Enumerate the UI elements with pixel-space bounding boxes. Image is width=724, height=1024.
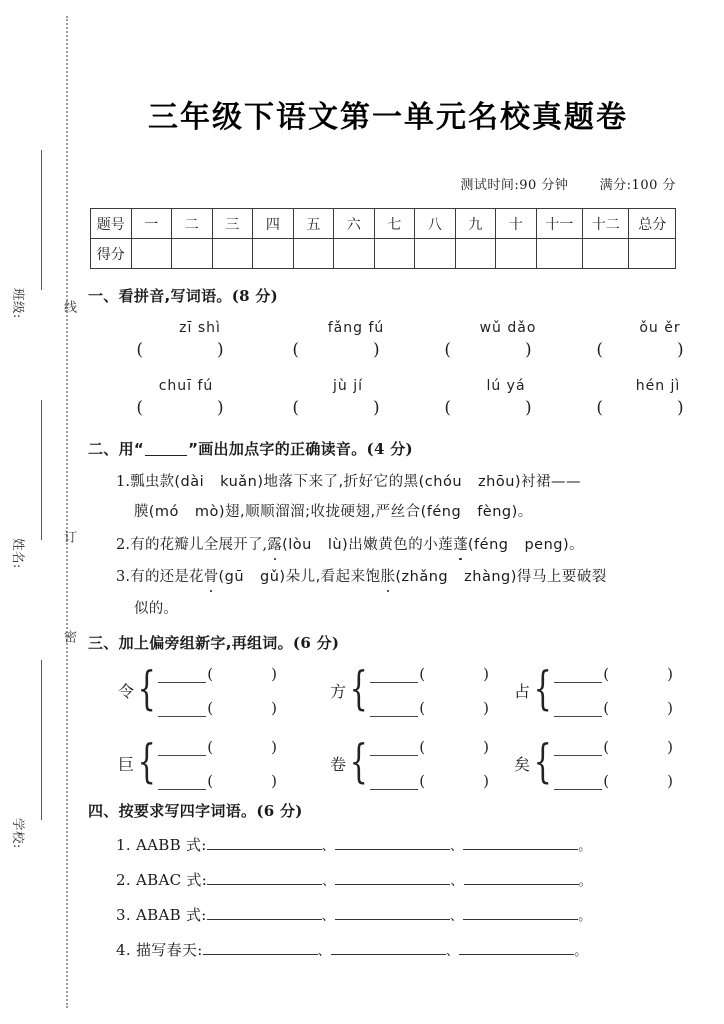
score-col-5: 五 (293, 209, 334, 239)
item-2-py-b: (lòu (282, 537, 312, 553)
name-field-label: 姓名: (11, 538, 26, 569)
score-cell-12[interactable] (583, 239, 629, 269)
brace-3-blank-1[interactable] (554, 668, 602, 683)
school-field-line (41, 660, 42, 820)
four-word-blank-1-2[interactable] (335, 836, 450, 850)
brace-char-1: 令 (118, 681, 135, 701)
seal-char-ding: 订 (61, 530, 76, 544)
answer-blank-1-1[interactable]: ( ) (136, 340, 224, 360)
brace-rows-2 (370, 663, 489, 717)
item-3-num: 3. (116, 569, 131, 585)
four-word-end-3: 。 (578, 909, 592, 924)
section-3-title: 加上偏旁组新字,再组词。 (118, 634, 293, 652)
four-word-sep-3-2: 、 (449, 909, 464, 924)
four-word-row-1 (116, 834, 592, 855)
score-cell-8[interactable] (415, 239, 456, 269)
school-field-label: 学校: (11, 818, 26, 849)
four-word-blank-3-2[interactable] (335, 906, 450, 920)
pinyin-2-4: hén jì (635, 378, 681, 394)
item-1b-text: 膜 (134, 504, 149, 520)
seal-char-mi: 密 (61, 630, 76, 644)
brace-5-blank-1[interactable] (370, 741, 418, 756)
score-cell-7[interactable] (374, 239, 415, 269)
brace-2-word-2[interactable]: ( ) (419, 699, 490, 717)
pinyin-1-1: zī shì (179, 320, 221, 336)
score-col-3: 三 (212, 209, 253, 239)
section-2-title-post: ”画出加点字的正确读音。 (188, 440, 367, 458)
section-1-index: 一、 (88, 287, 119, 305)
score-col-11: 十一 (536, 209, 582, 239)
score-col-10: 十 (496, 209, 537, 239)
item-2-py-d: (féng (467, 537, 509, 553)
score-col-9: 九 (455, 209, 496, 239)
four-word-row-3 (116, 904, 592, 925)
four-word-num-4: 4. (116, 941, 131, 959)
four-word-sep-4-2: 、 (445, 944, 460, 959)
score-cell-2[interactable] (172, 239, 213, 269)
section-3-heading (88, 632, 339, 653)
four-word-row-2 (116, 869, 592, 890)
four-word-label-2: ABAC 式: (136, 871, 208, 889)
brace-group-2 (330, 662, 489, 718)
brace-icon-3: { (533, 661, 552, 715)
section-2-index: 二、 (88, 440, 119, 458)
brace-5-word-2[interactable]: ( ) (419, 772, 490, 790)
four-word-blank-2-2[interactable] (335, 871, 450, 885)
four-word-sep-4-1: 、 (317, 944, 331, 959)
item-3-text-a: 有的还是花 (130, 569, 204, 585)
section-2-heading (88, 438, 413, 459)
brace-icon-5: { (349, 734, 368, 788)
score-cell-3[interactable] (212, 239, 253, 269)
four-word-blank-1-1[interactable] (207, 836, 322, 850)
brace-1-word-1[interactable]: ( ) (207, 665, 278, 683)
answer-blank-2-1[interactable]: ( ) (136, 398, 224, 418)
brace-char-4: 巨 (118, 754, 135, 774)
four-word-blank-2-1[interactable] (207, 871, 322, 885)
brace-6-word-1[interactable]: ( ) (603, 738, 674, 756)
seal-char-xian: 线 (61, 300, 76, 314)
class-field-line (41, 150, 42, 290)
answer-blank-1-3[interactable]: ( ) (444, 340, 532, 360)
item-1b-py-b: mò)翅,顺顺溜溜;收拢硬翅,严丝合 (194, 504, 421, 520)
four-word-blank-3-1[interactable] (207, 906, 322, 920)
item-3-py-e: zhàng)得马上要破裂 (464, 569, 607, 585)
brace-icon-1: { (137, 661, 156, 715)
score-cell-1[interactable] (131, 239, 172, 269)
score-col-8: 八 (415, 209, 456, 239)
score-cell-10[interactable] (496, 239, 537, 269)
brace-char-2: 方 (330, 681, 347, 701)
section-3-index: 三、 (88, 634, 119, 652)
brace-char-3: 占 (514, 681, 531, 701)
item-1-py-b: (dài (174, 474, 205, 490)
brace-6-blank-2[interactable] (554, 775, 602, 790)
pinyin-1-3: wǔ dǎo (479, 320, 537, 336)
pinyin-row-2 (88, 378, 700, 398)
brace-char-5: 卷 (330, 754, 347, 774)
four-word-sep-2-2: 、 (450, 874, 464, 889)
four-word-blank-1-3[interactable] (463, 836, 578, 850)
brace-icon-2: { (349, 661, 368, 715)
section-4-title: 按要求写四字词语。 (118, 802, 257, 820)
item-2-py-e: peng)。 (524, 537, 585, 553)
score-cell-4[interactable] (253, 239, 294, 269)
seal-margin (0, 0, 88, 1024)
score-col-total: 总分 (629, 209, 676, 239)
section-2-points: (4 分) (366, 440, 413, 458)
brace-group-3 (514, 662, 673, 718)
brace-group-4 (118, 735, 277, 791)
score-col-2: 二 (172, 209, 213, 239)
brace-5-blank-2[interactable] (370, 775, 418, 790)
table-row-scores (91, 239, 676, 269)
brace-3-blank-2[interactable] (554, 702, 602, 717)
brace-5-word-1[interactable]: ( ) (419, 738, 490, 756)
item-1b-py-a: (mó (148, 504, 179, 520)
item-2-text-a: 有的花瓣儿全展开了, (130, 537, 268, 553)
section-2-title-pre: 用“ (118, 440, 145, 458)
brace-4-blank-2[interactable] (158, 775, 206, 790)
pinyin-2-3: lú yá (486, 378, 526, 394)
section-1-points: (8 分) (231, 287, 279, 305)
brace-rows-5 (370, 736, 489, 790)
section-4-points: (6 分) (256, 802, 303, 820)
section-2-item-1-line-2 (134, 500, 533, 521)
four-word-end-1: 。 (578, 839, 592, 854)
four-word-num-2: 2. (116, 871, 131, 889)
four-word-label-4: 描写春天: (136, 941, 203, 959)
page-title: 三年级下语文第一单元名校真题卷 (148, 100, 628, 135)
brace-rows-3 (554, 663, 673, 717)
item-1-text-a: 瓢虫款 (130, 474, 175, 490)
pinyin-row-1 (88, 320, 700, 340)
underline-sample (145, 455, 187, 456)
section-2-item-2-line-1 (116, 533, 584, 554)
score-col-6: 六 (334, 209, 375, 239)
item-1b-py-d: fèng)。 (477, 504, 533, 520)
score-table-row-label-1: 题号 (91, 209, 132, 239)
brace-2-blank-1[interactable] (370, 668, 418, 683)
exam-total-label: 满分:100 分 (599, 178, 676, 193)
item-2-py-c: lù)出嫩黄色的小莲 (327, 537, 454, 553)
brace-group-5 (330, 735, 489, 791)
item-2-num: 2. (116, 537, 131, 553)
answer-paren-row-2 (88, 398, 700, 420)
four-word-end-4: 。 (574, 944, 588, 959)
item-3-dot-2: 胀 (381, 565, 396, 586)
pinyin-2-2: jù jí (333, 378, 363, 394)
brace-icon-6: { (533, 734, 552, 788)
four-word-sep-2-1: 、 (322, 874, 336, 889)
score-cell-11[interactable] (536, 239, 582, 269)
answer-blank-2-2[interactable]: ( ) (292, 398, 380, 418)
item-3-py-d: (zhǎng (395, 569, 449, 585)
answer-blank-2-4[interactable]: ( ) (596, 398, 684, 418)
brace-rows-4 (158, 736, 277, 790)
four-word-blank-4-1[interactable] (203, 941, 318, 955)
brace-2-blank-2[interactable] (370, 702, 418, 717)
brace-4-word-2[interactable]: ( ) (207, 772, 278, 790)
section-2-item-3-line-2: 似的。 (134, 601, 179, 617)
brace-2-word-1[interactable]: ( ) (419, 665, 490, 683)
brace-4-word-1[interactable]: ( ) (207, 738, 278, 756)
section-3-points: (6 分) (292, 634, 340, 652)
answer-blank-2-3[interactable]: ( ) (444, 398, 532, 418)
answer-paren-row-1 (88, 340, 700, 362)
score-col-4: 四 (253, 209, 294, 239)
score-col-7: 七 (374, 209, 415, 239)
section-1-title: 看拼音,写词语。 (118, 287, 232, 305)
four-word-sep-1-1: 、 (321, 839, 335, 854)
four-word-sep-1-2: 、 (449, 839, 464, 854)
exam-meta (460, 174, 676, 193)
section-2-item-3-line-1 (116, 565, 607, 586)
brace-6-blank-1[interactable] (554, 741, 602, 756)
brace-3-word-1[interactable]: ( ) (603, 665, 674, 683)
four-word-num-3: 3. (116, 906, 131, 924)
seal-dotted-line (66, 16, 68, 1008)
name-field-line (41, 400, 42, 540)
brace-char-6: 矣 (514, 754, 531, 774)
score-col-1: 一 (131, 209, 172, 239)
answer-blank-1-4[interactable]: ( ) (596, 340, 684, 360)
brace-group-6 (514, 735, 673, 791)
pinyin-1-2: fǎng fú (327, 320, 385, 336)
four-word-blank-3-3[interactable] (463, 906, 578, 920)
score-cell-6[interactable] (334, 239, 375, 269)
answer-blank-1-2[interactable]: ( ) (292, 340, 380, 360)
brace-1-word-2[interactable]: ( ) (207, 699, 278, 717)
exam-page (88, 0, 724, 1024)
brace-rows-6 (554, 736, 673, 790)
item-3-py-b: (gū (218, 569, 245, 585)
brace-6-word-2[interactable]: ( ) (603, 772, 674, 790)
pinyin-2-1: chuī fú (158, 378, 214, 394)
section-1-heading (88, 285, 278, 306)
item-1-py-d: (chóu (418, 474, 463, 490)
item-3-dot-1: 骨 (204, 565, 219, 586)
score-table-row-label-2: 得分 (91, 239, 132, 269)
score-col-12: 十二 (583, 209, 629, 239)
item-1b-py-c: (féng (420, 504, 462, 520)
exam-time-label: 测试时间:90 分钟 (460, 178, 569, 193)
four-word-label-1: AABB 式: (136, 836, 207, 854)
four-word-row-4 (116, 939, 588, 960)
section-4-index: 四、 (88, 802, 119, 820)
item-3-py-c: gǔ)朵儿,看起来饱 (260, 569, 381, 585)
four-word-blank-2-3[interactable] (464, 871, 579, 885)
item-1-num: 1. (116, 474, 131, 490)
brace-icon-4: { (137, 734, 156, 788)
four-word-blank-4-2[interactable] (331, 941, 446, 955)
item-2-dot-1: 露 (267, 533, 282, 554)
brace-rows-1 (158, 663, 277, 717)
item-1-py-e: zhōu)衬裙—— (478, 474, 582, 490)
brace-group-1 (118, 662, 277, 718)
class-field-label: 班级: (11, 288, 26, 319)
brace-1-blank-1[interactable] (158, 668, 206, 683)
four-word-end-2: 。 (578, 874, 593, 889)
section-4-heading (88, 800, 303, 821)
section-2-item-1-line-1 (116, 470, 581, 491)
item-2-dot-2: 蓬 (453, 533, 468, 554)
four-word-blank-4-3[interactable] (459, 941, 574, 955)
four-word-sep-3-1: 、 (321, 909, 335, 924)
four-word-label-3: ABAB 式: (136, 906, 207, 924)
pinyin-1-4: ǒu ěr (639, 320, 681, 336)
brace-3-word-2[interactable]: ( ) (603, 699, 674, 717)
brace-1-blank-2[interactable] (158, 702, 206, 717)
item-1-py-c: kuǎn)地落下来了,折好它的黑 (220, 474, 419, 490)
brace-4-blank-1[interactable] (158, 741, 206, 756)
four-word-num-1: 1. (116, 836, 131, 854)
score-cell-total[interactable] (629, 239, 676, 269)
score-cell-5[interactable] (293, 239, 334, 269)
score-cell-9[interactable] (455, 239, 496, 269)
score-table (90, 208, 676, 269)
table-row-header (91, 209, 676, 239)
